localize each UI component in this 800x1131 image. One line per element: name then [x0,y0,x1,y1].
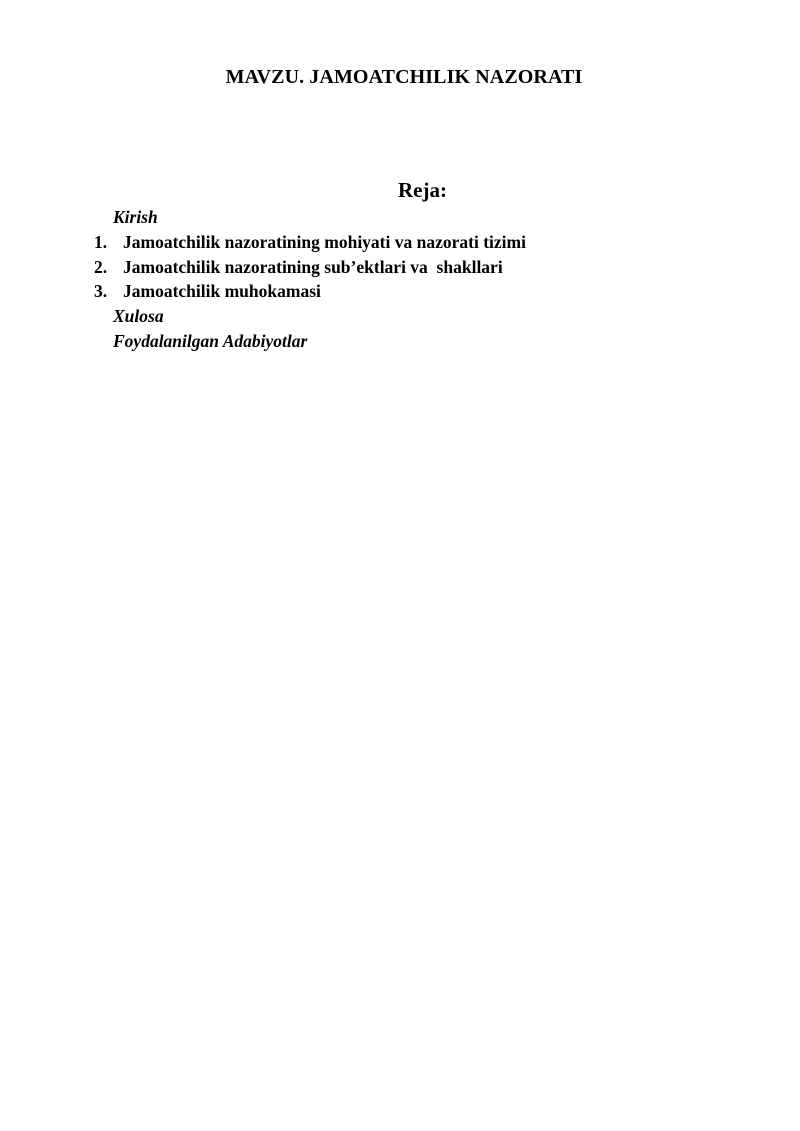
table-of-contents [94,205,526,354]
toc-intro: Kirish [113,207,158,227]
toc-item-number: 2. [94,256,108,277]
document-title: MAVZU. JAMOATCHILIK NAZORATI [225,66,583,88]
toc-item-text: Jamoatchilik nazoratining mohiyati va nazorati tizimi [123,231,526,252]
toc-item-number: 1. [94,231,108,252]
toc-item [94,255,526,280]
toc-item-text: Jamoatchilik muhokamasi [123,281,321,302]
toc-item [94,279,526,304]
toc-conclusion: Xulosa [113,306,164,327]
plan-heading: Reja: [398,178,447,202]
toc-item-number: 3. [94,281,108,302]
toc-item [94,230,526,255]
toc-references: Foydalanilgan Adabiyotlar [113,330,308,351]
toc-item-text: Jamoatchilik nazoratining sub’ektlari va shakllari [123,256,503,277]
